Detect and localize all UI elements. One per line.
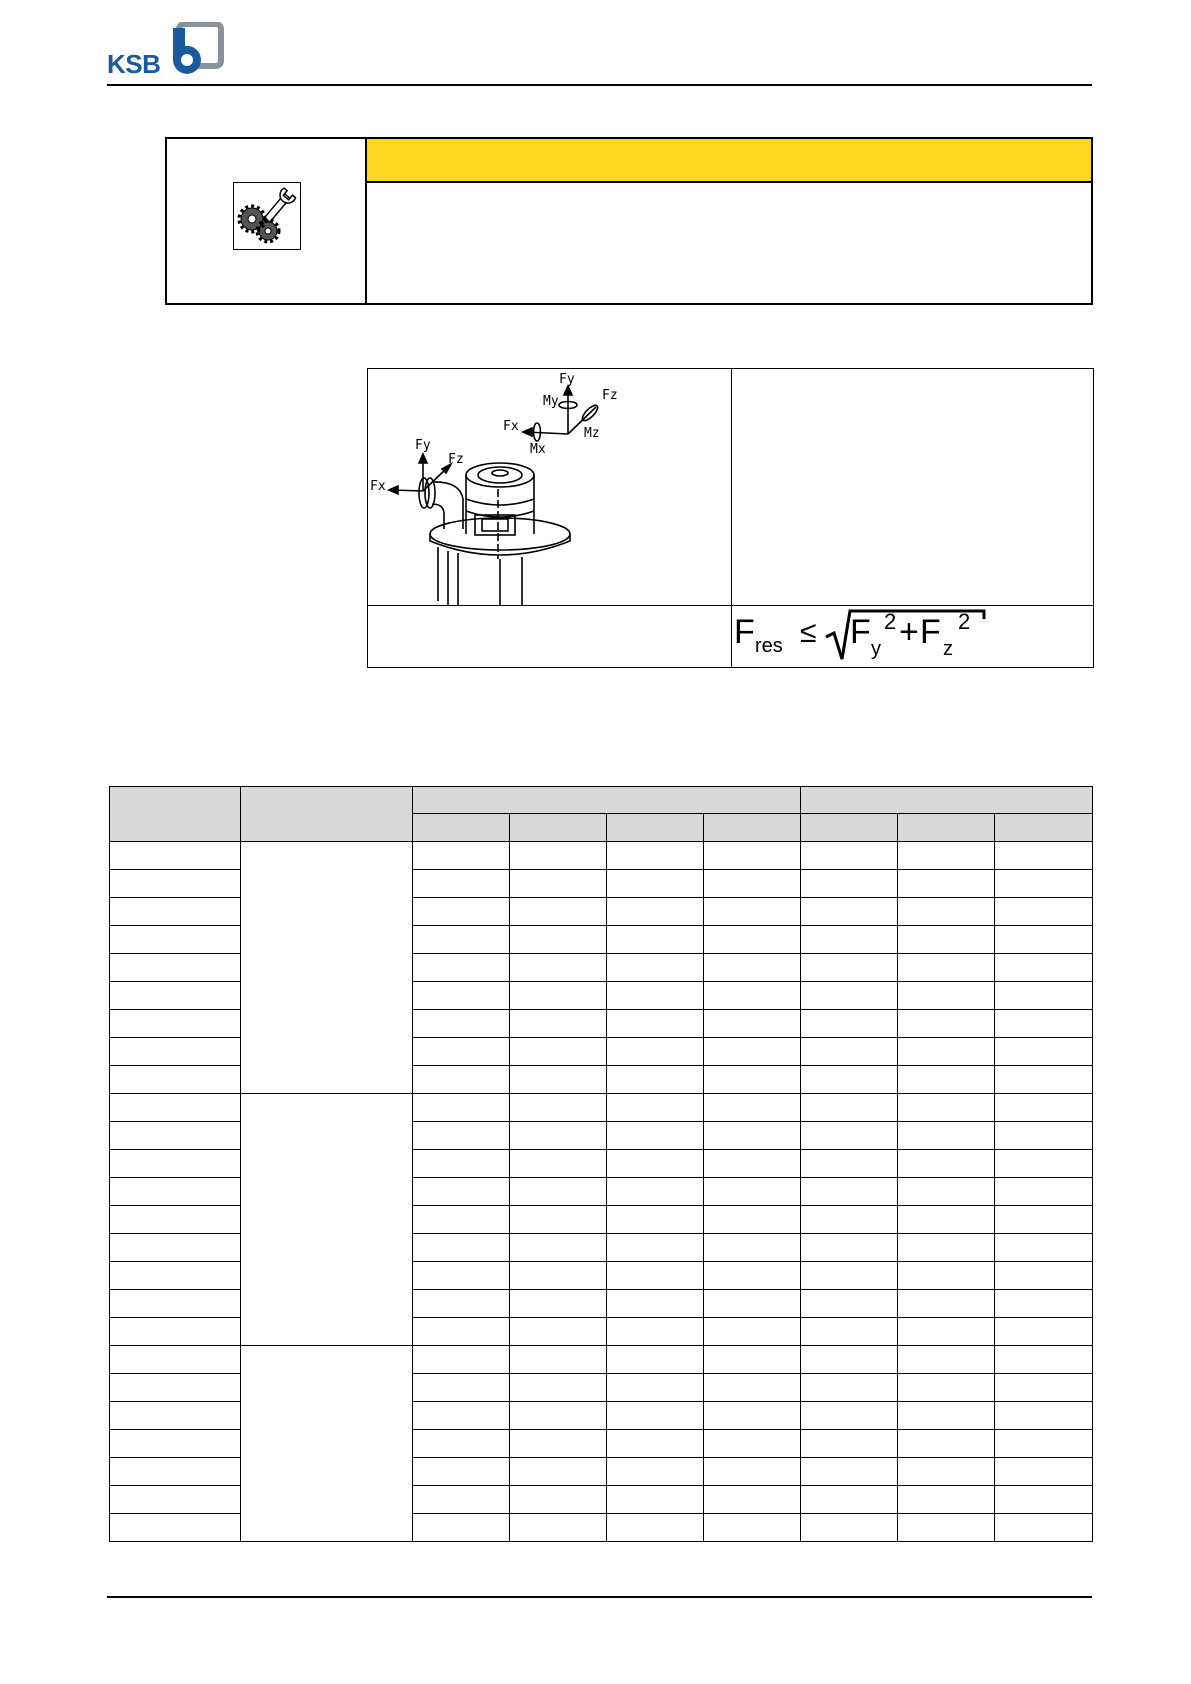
table-cell <box>995 1206 1093 1234</box>
table-cell <box>510 982 607 1010</box>
table-cell <box>413 1206 510 1234</box>
table-cell <box>607 1178 704 1206</box>
table-subheader-cell <box>898 814 995 842</box>
table-header-cell <box>241 787 413 842</box>
table-cell <box>413 870 510 898</box>
table-cell <box>704 1458 801 1486</box>
table-cell <box>898 1430 995 1458</box>
table-cell <box>801 1486 898 1514</box>
nozzle-load-table <box>109 786 1093 1542</box>
table-cell <box>995 870 1093 898</box>
table-header-group <box>801 787 1093 814</box>
table-cell <box>510 1458 607 1486</box>
table-cell <box>110 1262 241 1290</box>
notice-box <box>165 137 1093 305</box>
label-mx: Mx <box>530 442 546 457</box>
table-cell <box>898 1262 995 1290</box>
table-cell <box>607 1010 704 1038</box>
formula-exp-2: 2 <box>958 609 971 634</box>
table-cell <box>510 1010 607 1038</box>
table-cell <box>704 842 801 870</box>
table-cell <box>704 982 801 1010</box>
table-cell <box>510 1038 607 1066</box>
table-cell <box>995 898 1093 926</box>
table-cell <box>607 1374 704 1402</box>
table-cell <box>898 1010 995 1038</box>
formula-lhs: F <box>734 613 755 651</box>
table-cell <box>607 1234 704 1262</box>
table-cell <box>510 1234 607 1262</box>
table-cell <box>510 1486 607 1514</box>
logo-text: KSB <box>107 49 161 79</box>
table-cell <box>995 982 1093 1010</box>
table-cell <box>110 1010 241 1038</box>
label-fx-lower: Fx <box>370 479 386 494</box>
table-cell <box>898 1486 995 1514</box>
formula-f1: F <box>850 613 871 651</box>
table-cell <box>704 1346 801 1374</box>
table-cell <box>110 954 241 982</box>
table-cell <box>801 954 898 982</box>
table-header-group <box>413 787 801 814</box>
table-cell <box>607 898 704 926</box>
table-cell <box>607 926 704 954</box>
table-cell <box>607 1290 704 1318</box>
table-cell <box>704 926 801 954</box>
table-cell <box>801 1066 898 1094</box>
table-cell <box>510 1122 607 1150</box>
table-cell <box>801 1122 898 1150</box>
formula-lhs-sub: res <box>755 635 783 657</box>
table-cell <box>801 1038 898 1066</box>
table-cell <box>510 1094 607 1122</box>
table-cell <box>898 1346 995 1374</box>
table-cell <box>995 1290 1093 1318</box>
table-cell <box>898 870 995 898</box>
table-cell <box>704 1234 801 1262</box>
table-cell <box>413 1262 510 1290</box>
table-row <box>110 1094 1093 1122</box>
table-cell <box>413 1290 510 1318</box>
table-cell <box>413 1150 510 1178</box>
formula-f1-sub: y <box>871 638 881 660</box>
table-cell <box>110 1234 241 1262</box>
notice-header-bar <box>367 139 1091 183</box>
table-cell <box>413 1094 510 1122</box>
table-cell <box>510 1290 607 1318</box>
formula-exp-1: 2 <box>884 609 897 634</box>
table-cell <box>704 1486 801 1514</box>
table-cell <box>704 1150 801 1178</box>
table-cell <box>510 1206 607 1234</box>
table-cell <box>510 1346 607 1374</box>
table-cell <box>801 1514 898 1542</box>
table-subheader-cell <box>801 814 898 842</box>
table-cell <box>995 1402 1093 1430</box>
table-cell <box>510 1318 607 1346</box>
table-cell <box>607 1150 704 1178</box>
table-cell <box>110 842 241 870</box>
table-cell <box>110 1038 241 1066</box>
wrench-gears-icon <box>233 182 301 250</box>
table-cell <box>413 954 510 982</box>
table-cell <box>510 1262 607 1290</box>
formula-op: ≤ <box>800 616 817 649</box>
table-cell <box>898 1206 995 1234</box>
table-cell <box>607 1402 704 1430</box>
table-subheader-cell <box>510 814 607 842</box>
table-cell <box>801 1402 898 1430</box>
table-cell <box>607 1066 704 1094</box>
table-cell <box>704 1374 801 1402</box>
table-cell <box>995 1514 1093 1542</box>
table-cell <box>413 1346 510 1374</box>
table-cell <box>607 842 704 870</box>
table-cell <box>704 1178 801 1206</box>
table-cell <box>995 1234 1093 1262</box>
formula-f2: F <box>920 613 941 651</box>
table-cell <box>413 926 510 954</box>
label-fy-upper: Fy <box>559 372 575 387</box>
table-cell <box>898 1514 995 1542</box>
table-cell <box>995 1066 1093 1094</box>
table-cell <box>898 1178 995 1206</box>
table-cell <box>510 1402 607 1430</box>
table-cell <box>607 1458 704 1486</box>
table-cell <box>704 870 801 898</box>
footer-divider <box>107 1596 1092 1598</box>
table-cell <box>607 1122 704 1150</box>
table-cell <box>995 1346 1093 1374</box>
table-group-cell <box>241 1094 413 1346</box>
table-cell <box>801 842 898 870</box>
table-cell <box>704 1514 801 1542</box>
table-cell <box>801 1178 898 1206</box>
table-cell <box>110 870 241 898</box>
pump-nozzle-drawing <box>368 369 731 605</box>
table-cell <box>110 1122 241 1150</box>
table-cell <box>995 1178 1093 1206</box>
table-cell <box>898 1374 995 1402</box>
table-cell <box>801 1430 898 1458</box>
table-cell <box>110 1290 241 1318</box>
table-cell <box>607 954 704 982</box>
formula-plus: + <box>899 613 919 651</box>
table-cell <box>413 898 510 926</box>
table-cell <box>704 1262 801 1290</box>
table-cell <box>413 1010 510 1038</box>
header-divider <box>107 84 1092 86</box>
ksb-logo <box>107 22 227 78</box>
table-cell <box>704 1318 801 1346</box>
table-cell <box>413 1038 510 1066</box>
table-cell <box>995 1094 1093 1122</box>
label-fy-lower: Fy <box>415 438 431 453</box>
table-cell <box>898 1038 995 1066</box>
table-cell <box>801 1206 898 1234</box>
table-cell <box>607 1318 704 1346</box>
table-cell <box>801 982 898 1010</box>
table-cell <box>510 898 607 926</box>
table-cell <box>413 1458 510 1486</box>
table-cell <box>510 1430 607 1458</box>
resultant-force-formula <box>734 607 994 667</box>
table-cell <box>995 1010 1093 1038</box>
table-cell <box>898 954 995 982</box>
table-cell <box>898 982 995 1010</box>
table-cell <box>110 1374 241 1402</box>
table-cell <box>110 1178 241 1206</box>
table-cell <box>110 1514 241 1542</box>
table-row <box>110 842 1093 870</box>
table-group-cell <box>241 1346 413 1542</box>
table-cell <box>510 1374 607 1402</box>
table-cell <box>510 1178 607 1206</box>
table-cell <box>995 1458 1093 1486</box>
table-subheader-cell <box>995 814 1093 842</box>
table-cell <box>607 1038 704 1066</box>
table-cell <box>110 926 241 954</box>
table-cell <box>110 1430 241 1458</box>
table-cell <box>413 1234 510 1262</box>
table-cell <box>704 1038 801 1066</box>
table-cell <box>413 1430 510 1458</box>
table-cell <box>607 1486 704 1514</box>
table-cell <box>704 1066 801 1094</box>
table-cell <box>413 1486 510 1514</box>
table-cell <box>510 870 607 898</box>
formula-f2-sub: z <box>943 638 953 660</box>
table-cell <box>898 1458 995 1486</box>
label-mz: Mz <box>584 426 600 441</box>
table-cell <box>607 982 704 1010</box>
table-cell <box>510 1066 607 1094</box>
table-cell <box>110 1318 241 1346</box>
table-cell <box>704 1122 801 1150</box>
table-cell <box>995 926 1093 954</box>
table-group-cell <box>241 842 413 1094</box>
table-cell <box>110 1066 241 1094</box>
table-cell <box>607 1430 704 1458</box>
table-cell <box>110 1346 241 1374</box>
table-cell <box>995 1150 1093 1178</box>
table-cell <box>801 926 898 954</box>
table-cell <box>413 1122 510 1150</box>
table-subheader-cell <box>413 814 510 842</box>
table-cell <box>995 1318 1093 1346</box>
table-cell <box>801 1010 898 1038</box>
table-cell <box>510 842 607 870</box>
table-cell <box>110 1458 241 1486</box>
table-cell <box>995 1262 1093 1290</box>
table-cell <box>898 1150 995 1178</box>
table-cell <box>110 1402 241 1430</box>
table-cell <box>801 1094 898 1122</box>
table-cell <box>801 1374 898 1402</box>
table-cell <box>110 1094 241 1122</box>
table-cell <box>995 1122 1093 1150</box>
table-cell <box>995 1038 1093 1066</box>
table-cell <box>995 954 1093 982</box>
table-cell <box>110 1486 241 1514</box>
table-cell <box>898 1290 995 1318</box>
table-cell <box>510 1514 607 1542</box>
table-cell <box>413 1402 510 1430</box>
table-cell <box>413 982 510 1010</box>
table-cell <box>607 1346 704 1374</box>
label-fz-upper: Fz <box>602 388 618 403</box>
table-cell <box>607 1514 704 1542</box>
table-cell <box>607 870 704 898</box>
table-cell <box>110 1206 241 1234</box>
table-cell <box>898 1094 995 1122</box>
table-cell <box>607 1206 704 1234</box>
table-cell <box>898 1066 995 1094</box>
table-cell <box>995 1374 1093 1402</box>
table-subheader-cell <box>704 814 801 842</box>
table-cell <box>413 1374 510 1402</box>
table-cell <box>801 1290 898 1318</box>
nozzle-load-figure <box>367 368 1094 668</box>
ksb-logo-mark-icon <box>167 22 227 78</box>
table-cell <box>413 1514 510 1542</box>
table-cell <box>995 842 1093 870</box>
table-cell <box>413 1178 510 1206</box>
table-cell <box>704 1290 801 1318</box>
table-cell <box>110 982 241 1010</box>
table-cell <box>995 1486 1093 1514</box>
table-cell <box>704 898 801 926</box>
table-cell <box>801 1150 898 1178</box>
table-row <box>110 1346 1093 1374</box>
table-cell <box>704 1206 801 1234</box>
table-cell <box>898 926 995 954</box>
table-cell <box>704 1010 801 1038</box>
table-cell <box>413 1066 510 1094</box>
table-cell <box>898 1122 995 1150</box>
label-fz-lower: Fz <box>448 452 464 467</box>
table-cell <box>801 870 898 898</box>
table-cell <box>510 926 607 954</box>
table-cell <box>704 954 801 982</box>
table-cell <box>801 1318 898 1346</box>
table-cell <box>801 898 898 926</box>
table-header-cell <box>110 787 241 842</box>
table-cell <box>110 1150 241 1178</box>
table-cell <box>801 1346 898 1374</box>
label-fx-upper: Fx <box>503 419 519 434</box>
label-my: My <box>543 394 559 409</box>
notice-body <box>367 183 1091 303</box>
table-cell <box>801 1262 898 1290</box>
table-cell <box>110 898 241 926</box>
table-cell <box>704 1402 801 1430</box>
table-subheader-cell <box>607 814 704 842</box>
table-cell <box>510 1150 607 1178</box>
table-cell <box>607 1262 704 1290</box>
table-cell <box>898 842 995 870</box>
table-cell <box>898 898 995 926</box>
table-cell <box>995 1430 1093 1458</box>
table-cell <box>413 842 510 870</box>
notice-icon-cell <box>167 139 367 303</box>
table-cell <box>607 1094 704 1122</box>
table-cell <box>898 1234 995 1262</box>
table-cell <box>510 954 607 982</box>
table-cell <box>801 1234 898 1262</box>
table-cell <box>898 1318 995 1346</box>
table-cell <box>704 1430 801 1458</box>
table-cell <box>801 1458 898 1486</box>
table-cell <box>898 1402 995 1430</box>
table-cell <box>413 1318 510 1346</box>
table-cell <box>704 1094 801 1122</box>
